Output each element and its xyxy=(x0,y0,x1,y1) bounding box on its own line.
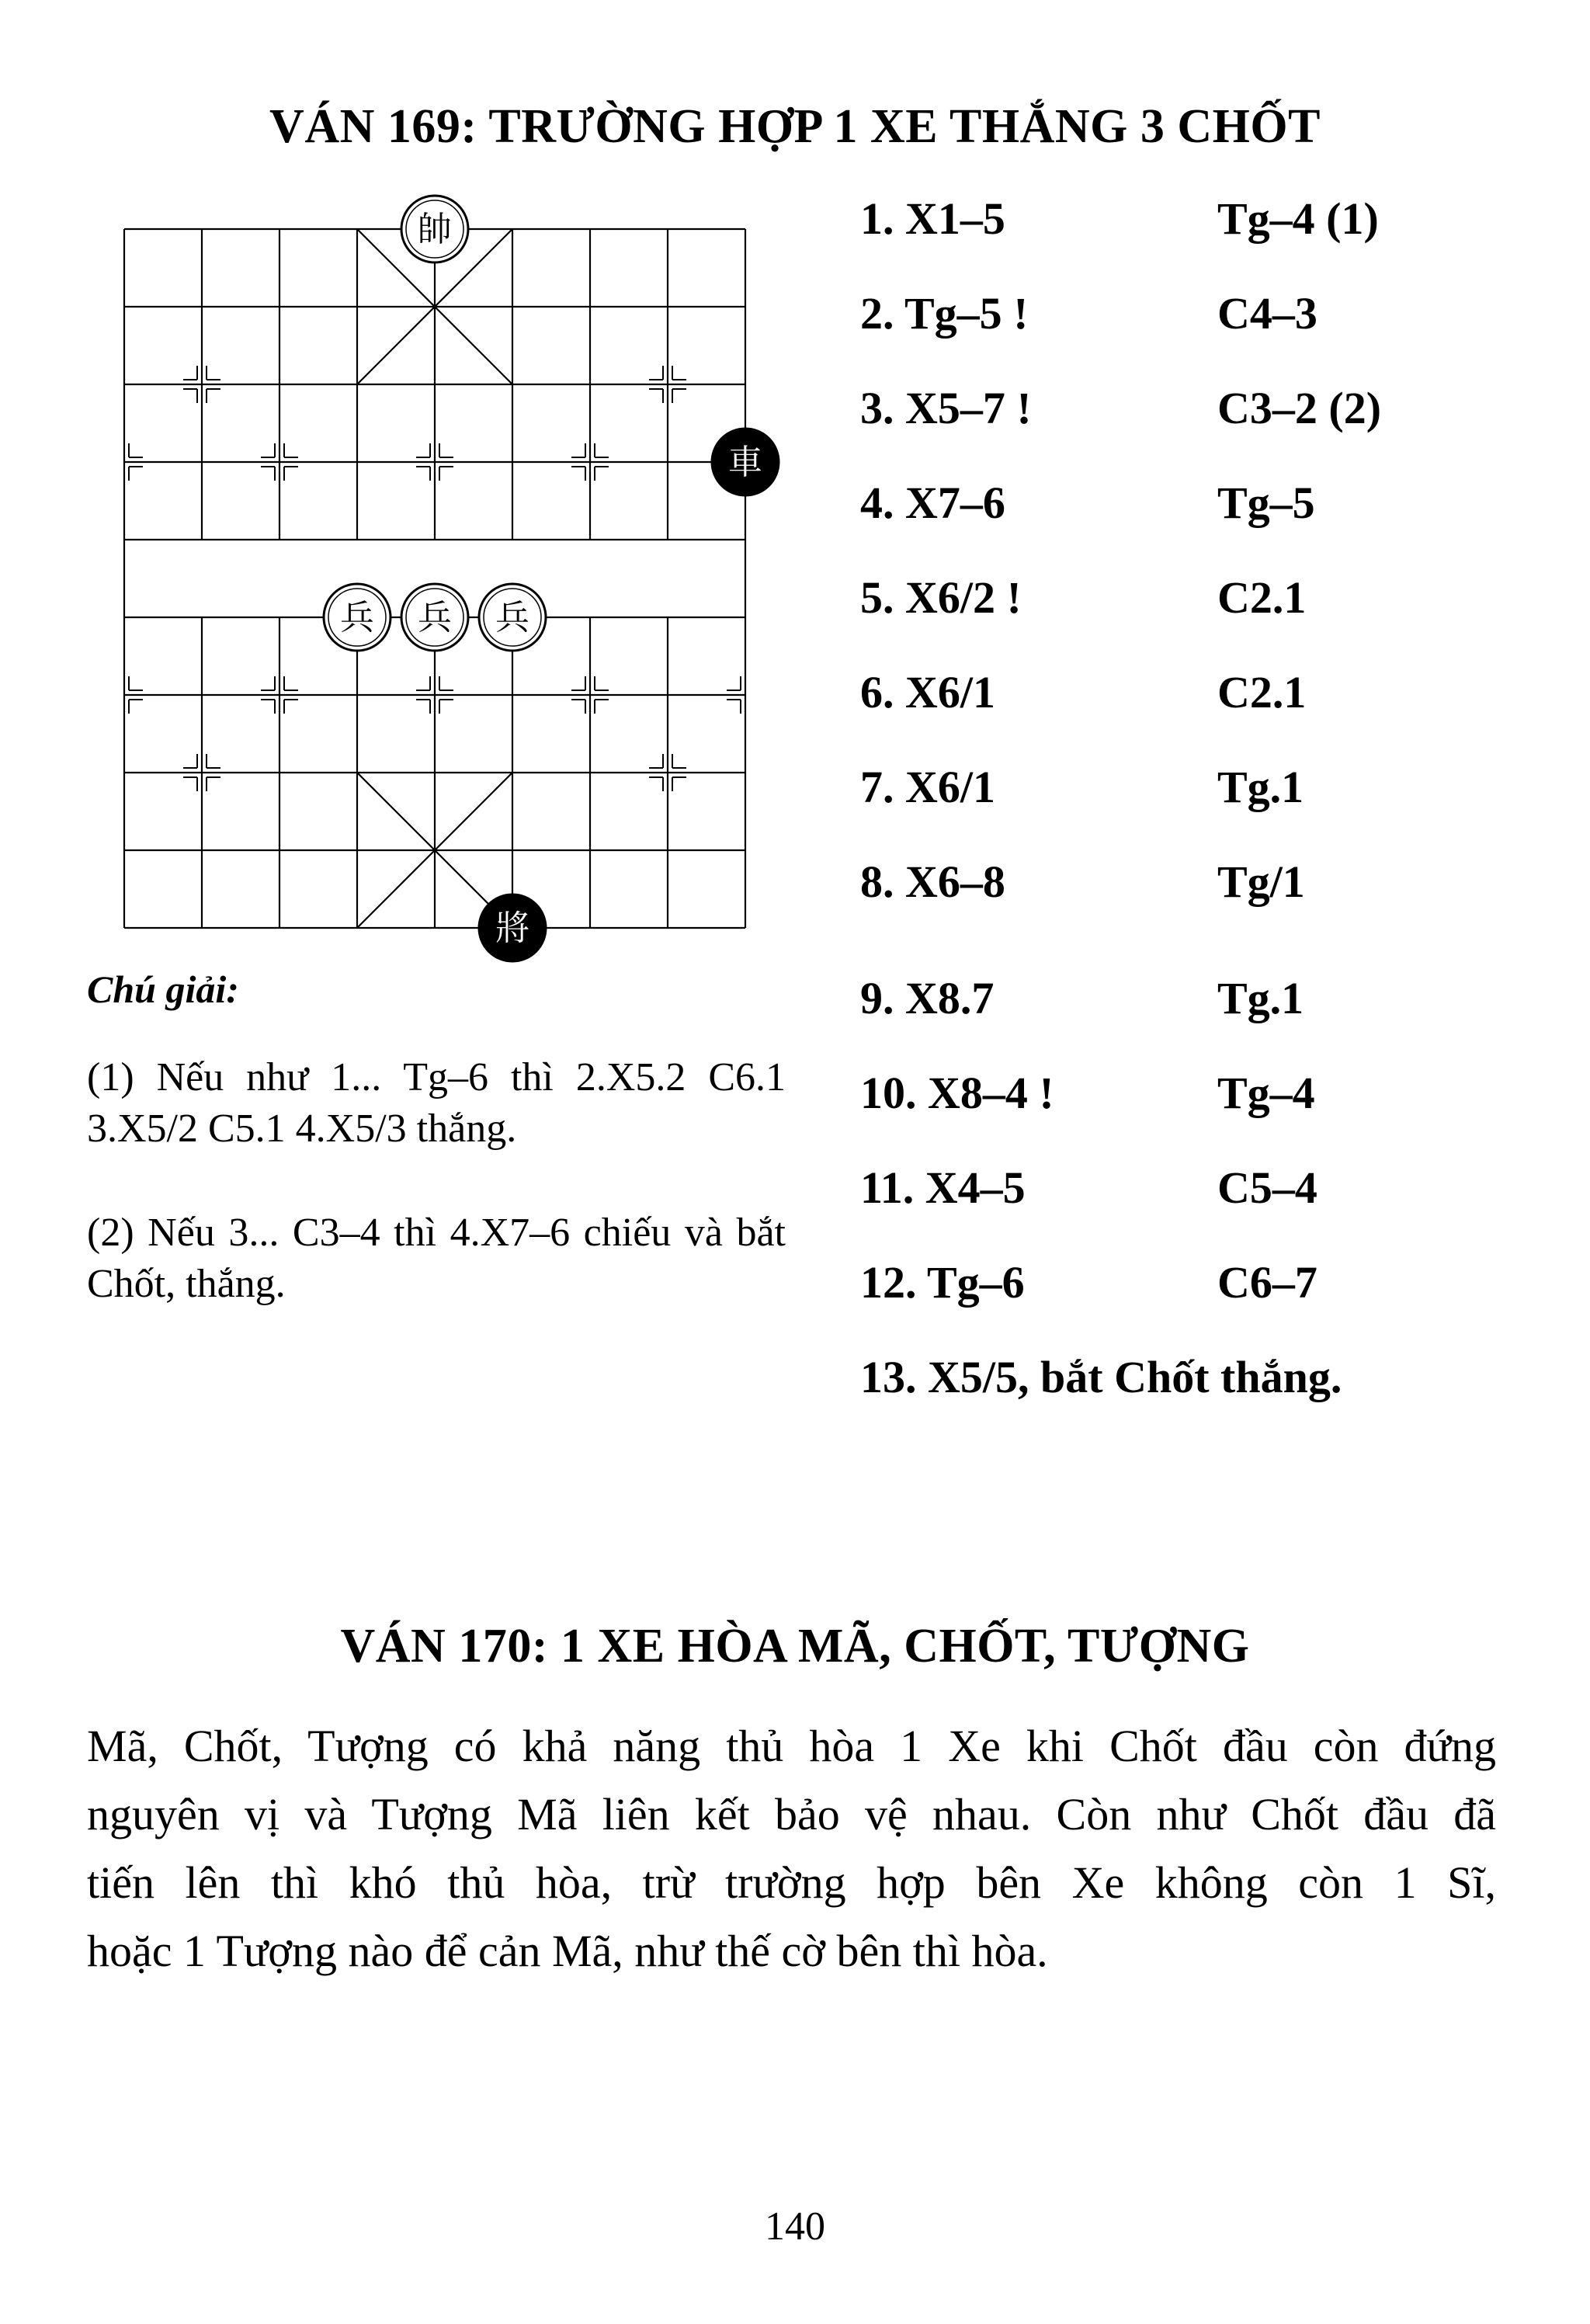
piece-label: 兵 xyxy=(340,598,374,637)
piece-label: 將 xyxy=(495,908,529,948)
move-white: 9. X8.7 xyxy=(860,973,995,1023)
note-1: (1) Nếu như 1... Tg–6 thì 2.X5.2 C6.1 3.X5/2 C5.1 4.X5/3 thắng. xyxy=(87,1055,786,1151)
move-white: 8. X6–8 xyxy=(860,856,1005,907)
move-white: 2. Tg–5 ! xyxy=(860,288,1029,339)
board-grid xyxy=(124,229,745,928)
move-white: 10. X8–4 ! xyxy=(860,1068,1054,1118)
move-black: C2.1 xyxy=(1217,572,1307,623)
move-black: Tg.1 xyxy=(1217,762,1304,812)
paragraph-line: hoặc 1 Tượng nào để cản Mã, như thế cờ bên thì hòa. xyxy=(87,1926,1048,1976)
move-row xyxy=(860,287,1559,349)
move-row xyxy=(860,856,1559,918)
paragraph-line: nguyên vị và Tượng Mã liên kết bảo vệ nhau. Còn như Chốt đầu đã xyxy=(87,1789,1496,1839)
move-white: 3. X5–7 ! xyxy=(860,383,1032,433)
note-2: (2) Nếu 3... C3–4 thì 4.X7–6 chiếu và bắt Chốt, thắng. xyxy=(87,1211,786,1306)
paragraph-line: Mã, Chốt, Tượng có khả năng thủ hòa 1 Xe khi Chốt đầu còn đứng xyxy=(87,1721,1496,1771)
move-black: C5–4 xyxy=(1217,1162,1317,1213)
move-black: C3–2 (2) xyxy=(1217,383,1382,433)
pieces xyxy=(324,196,779,961)
paragraph-line: tiến lên thì khó thủ hòa, trừ trường hợp bên Xe không còn 1 Sĩ, xyxy=(87,1857,1496,1908)
move-white: 11. X4–5 xyxy=(860,1162,1026,1213)
move-white: 13. X5/5, bắt Chốt thắng. xyxy=(860,1352,1342,1402)
move-black: C2.1 xyxy=(1217,667,1307,717)
move-black: Tg.1 xyxy=(1217,973,1304,1023)
red-soldier-piece xyxy=(324,584,391,651)
move-white: 4. X7–6 xyxy=(860,478,1005,528)
move-white: 12. Tg–6 xyxy=(860,1257,1025,1308)
game-169-title: VÁN 169: TRƯỜNG HỢP 1 XE THẮNG 3 CHỐT xyxy=(269,100,1321,153)
red-general-piece xyxy=(401,196,468,262)
move-black: C6–7 xyxy=(1217,1257,1317,1308)
move-row xyxy=(860,193,1559,255)
move-row xyxy=(860,1162,1559,1224)
move-row xyxy=(860,666,1559,728)
game-170-title: VÁN 170: 1 XE HÒA MÃ, CHỐT, TƯỢNG xyxy=(340,1620,1250,1673)
page-number: 140 xyxy=(765,2204,825,2249)
black-chariot-piece xyxy=(712,429,779,495)
move-row xyxy=(860,1351,1559,1413)
piece-label: 兵 xyxy=(418,598,452,637)
move-white: 7. X6/1 xyxy=(860,762,995,812)
move-black: Tg–4 xyxy=(1217,1068,1315,1118)
piece-label: 兵 xyxy=(495,598,529,637)
move-black: Tg–5 xyxy=(1217,478,1315,528)
move-white: 1. X1–5 xyxy=(860,193,1005,244)
move-black: Tg–4 (1) xyxy=(1217,193,1379,244)
red-soldier-piece xyxy=(479,584,546,651)
black-general-piece xyxy=(479,895,546,961)
move-black: C4–3 xyxy=(1217,288,1317,339)
piece-label: 車 xyxy=(728,443,762,482)
piece-label: 帥 xyxy=(418,210,452,249)
move-row xyxy=(860,382,1559,444)
move-row xyxy=(860,972,1559,1034)
move-row xyxy=(860,1067,1559,1129)
move-row xyxy=(860,571,1559,634)
move-row xyxy=(860,477,1559,539)
move-white: 5. X6/2 ! xyxy=(860,572,1022,623)
game-170-paragraph xyxy=(87,1712,1496,1985)
xiangqi-board-diagram xyxy=(101,186,823,978)
move-row xyxy=(860,1256,1559,1318)
red-soldier-piece xyxy=(401,584,468,651)
move-row xyxy=(860,761,1559,823)
notes-heading: Chú giải: xyxy=(87,967,239,1011)
move-black: Tg/1 xyxy=(1217,856,1305,907)
move-white: 6. X6/1 xyxy=(860,667,995,717)
